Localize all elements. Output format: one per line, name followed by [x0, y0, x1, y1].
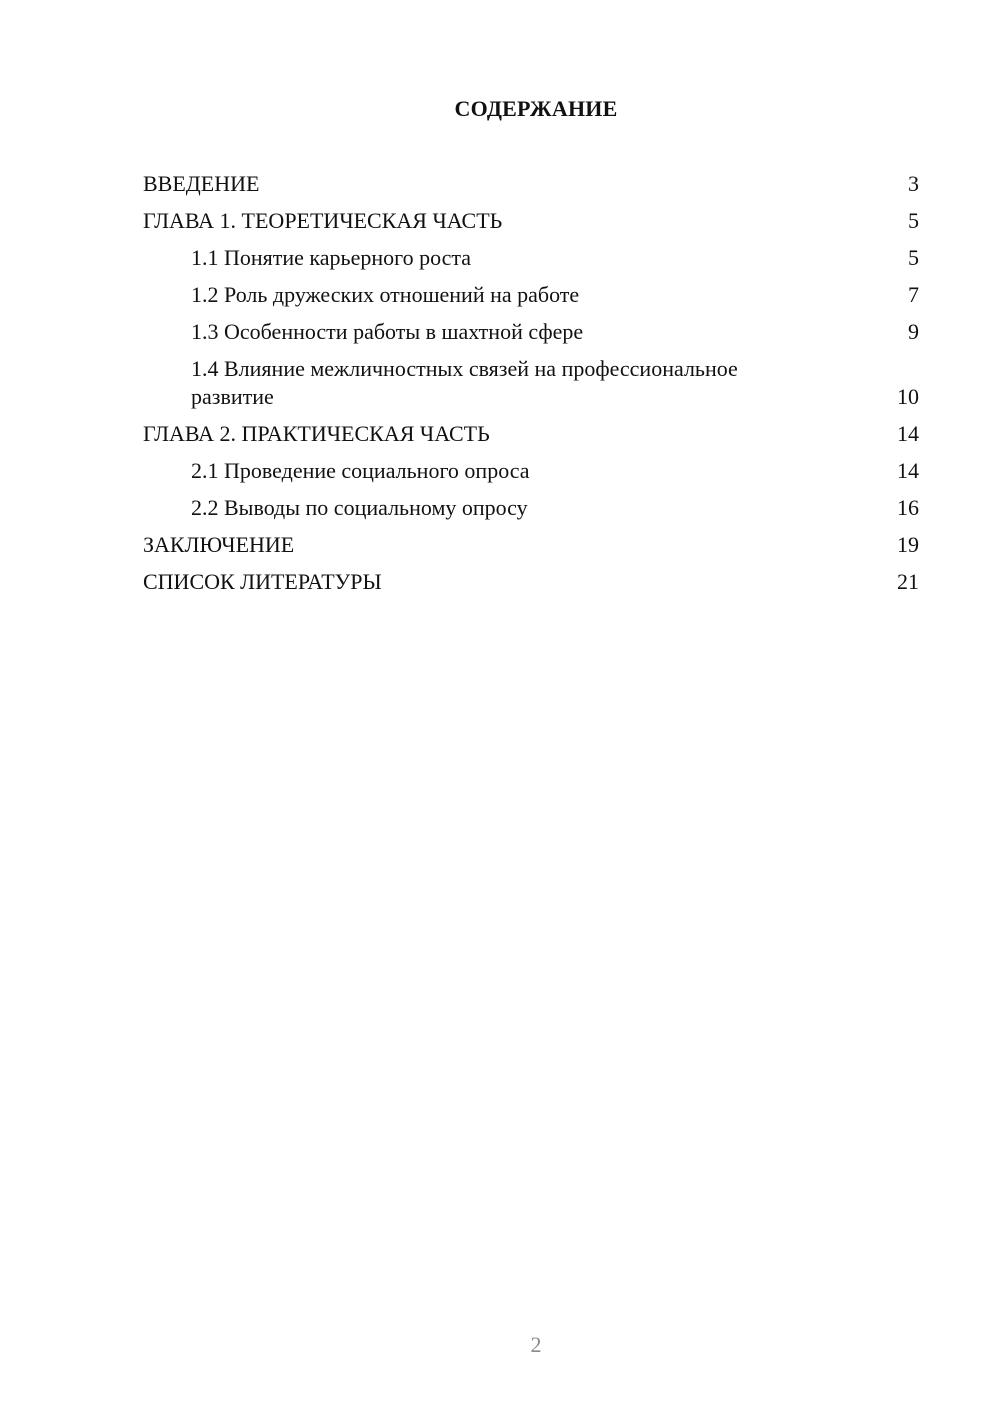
toc-entry-title: 1.4 Влияние межличностных связей на профессиональное развитие	[191, 356, 738, 409]
toc-entry-title: ГЛАВА 2. ПРАКТИЧЕСКАЯ ЧАСТЬ	[143, 421, 490, 446]
toc-entry-page: 3	[908, 171, 919, 196]
toc-entry-title: 1.1 Понятие карьерного роста	[191, 245, 472, 270]
toc-entry-references	[143, 568, 919, 596]
toc-entry-title: 1.2 Роль дружеских отношений на работе	[191, 282, 580, 307]
toc-entry-title: 2.2 Выводы по социальному опросу	[191, 495, 528, 520]
toc-entry-chapter-2	[143, 420, 919, 448]
toc-entry-title: ГЛАВА 1. ТЕОРЕТИЧЕСКАЯ ЧАСТЬ	[143, 208, 503, 233]
table-of-contents	[143, 170, 919, 605]
toc-entry-page: 5	[908, 208, 919, 233]
toc-entry-section-1-1	[143, 244, 919, 272]
toc-entry-conclusion	[143, 531, 919, 559]
toc-entry-page: 14	[897, 421, 919, 446]
toc-entry-section-1-2	[143, 281, 919, 309]
toc-entry-page: 5	[908, 245, 919, 270]
toc-entry-title: ВВЕДЕНИЕ	[143, 171, 260, 196]
toc-entry-page: 9	[908, 319, 919, 344]
toc-entry-section-1-3	[143, 318, 919, 346]
toc-entry-title: 2.1 Проведение социального опроса	[191, 458, 530, 483]
toc-entry-page: 10	[897, 384, 919, 409]
page-number: 2	[530, 1332, 542, 1357]
toc-entry-title: СПИСОК ЛИТЕРАТУРЫ	[143, 569, 382, 594]
toc-entry-section-2-1	[143, 457, 919, 485]
toc-entry-introduction	[143, 170, 919, 198]
toc-entry-section-2-2	[143, 494, 919, 522]
toc-entry-page: 21	[897, 569, 919, 594]
toc-entry-title: 1.3 Особенности работы в шахтной сфере	[191, 319, 584, 344]
toc-entry-title: ЗАКЛЮЧЕНИЕ	[143, 532, 295, 557]
toc-entry-section-1-4	[143, 355, 919, 411]
toc-entry-page: 16	[897, 495, 919, 520]
toc-entry-chapter-1	[143, 207, 919, 235]
toc-entry-page: 7	[908, 282, 919, 307]
toc-entry-page: 19	[897, 532, 919, 557]
toc-heading: СОДЕРЖАНИЕ	[454, 96, 618, 121]
toc-entry-page: 14	[897, 458, 919, 483]
